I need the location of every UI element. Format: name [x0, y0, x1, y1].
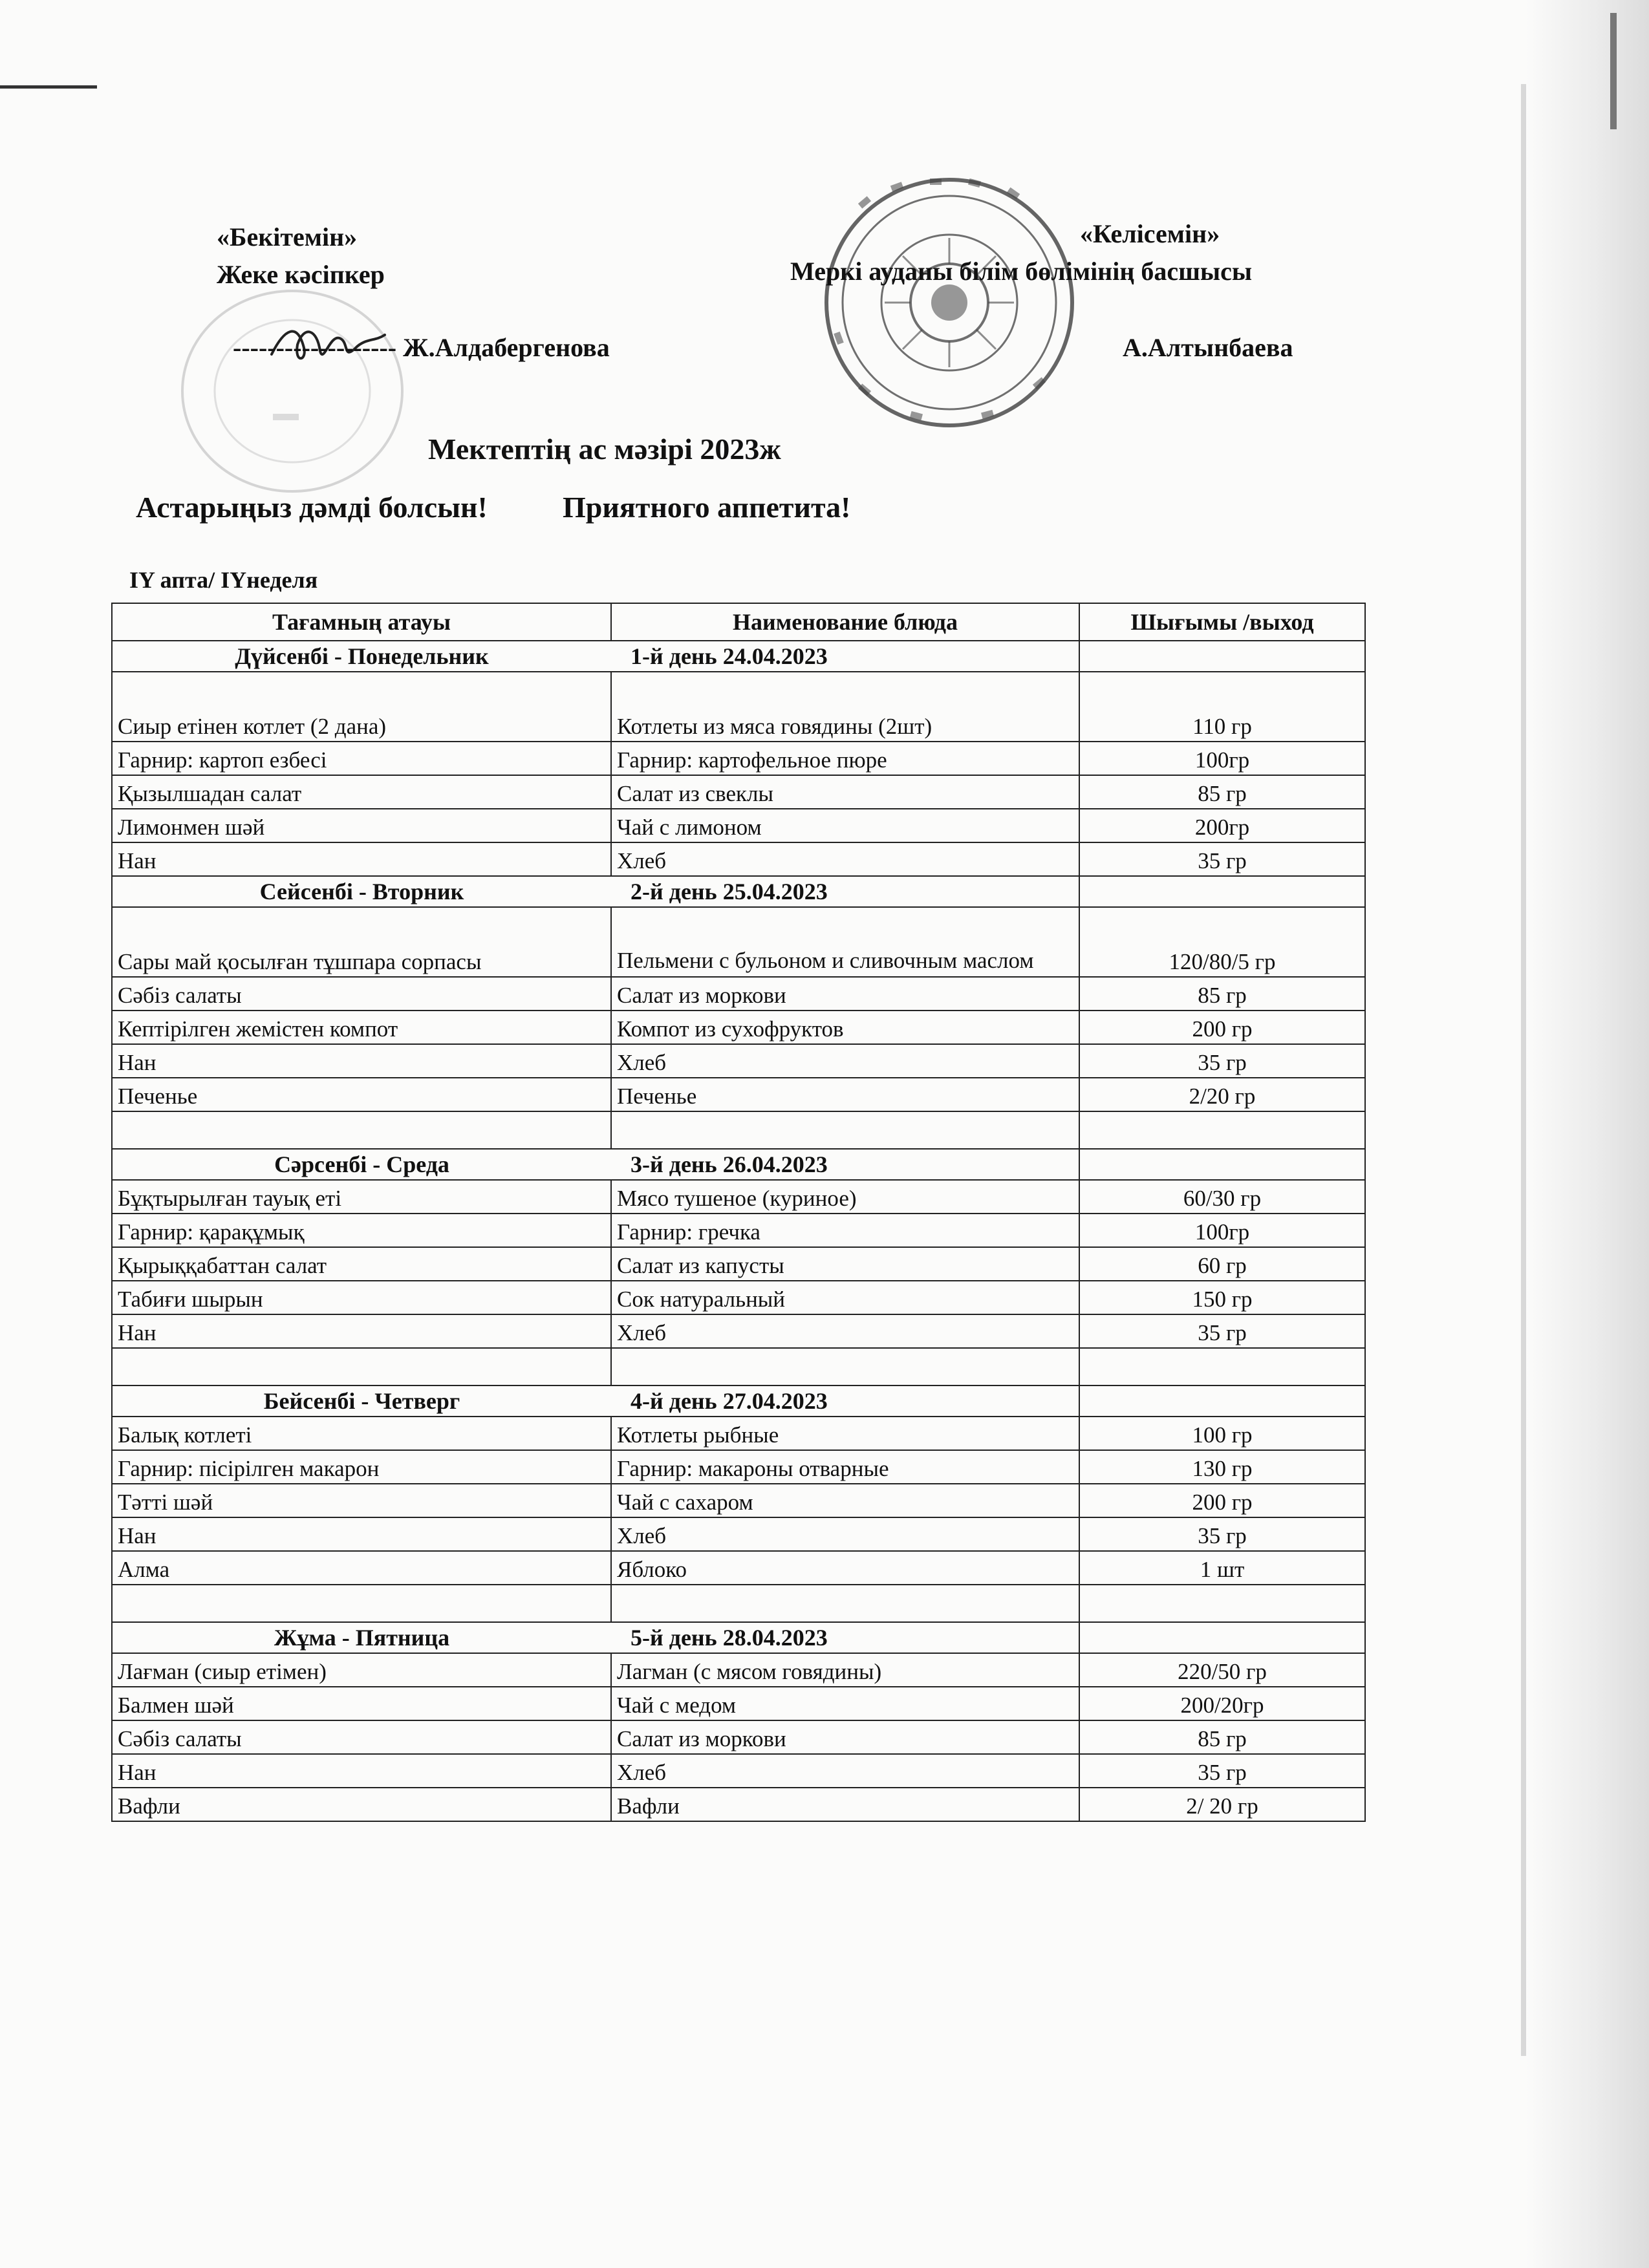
table-row	[112, 1687, 1365, 1720]
day-date: 2-й день 25.04.2023	[611, 876, 1079, 907]
dish-name-ru: Компот из сухофруктов	[611, 1011, 1079, 1044]
dish-name-ru: Салат из свеклы	[611, 775, 1079, 809]
table-row	[112, 842, 1365, 876]
dish-output: 2/ 20 гр	[1079, 1788, 1365, 1821]
agreement-role: Меркі ауданы білім бөлімінің басшысы	[790, 257, 1253, 286]
scan-edge-mark	[0, 85, 97, 89]
dish-output: 35 гр	[1079, 842, 1365, 876]
dish-name-ru: Вафли	[611, 1788, 1079, 1821]
blank-cell	[1079, 1585, 1365, 1622]
dish-name-kz: Нан	[112, 842, 611, 876]
dish-output: 100гр	[1079, 742, 1365, 775]
dish-name-ru: Хлеб	[611, 1044, 1079, 1078]
dish-name-kz: Гарнир: картоп езбесі	[112, 742, 611, 775]
approval-name: Ж.Алдабергенова	[403, 333, 610, 362]
blank-row	[112, 1111, 1365, 1149]
dish-name-ru: Котлеты рыбные	[611, 1417, 1079, 1450]
dish-name-kz: Кептірілген жемістен компот	[112, 1011, 611, 1044]
scan-edge-mark-right	[1610, 13, 1617, 129]
day-header-empty-cell	[1079, 1149, 1365, 1180]
dish-output: 130 гр	[1079, 1450, 1365, 1484]
table-row	[112, 1450, 1365, 1484]
dish-name-ru: Пельмени с бульоном и сливочным маслом	[611, 907, 1079, 977]
dish-output: 60 гр	[1079, 1247, 1365, 1281]
dish-name-kz: Бұқтырылған тауық еті	[112, 1180, 611, 1214]
dish-name-kz: Қызылшадан салат	[112, 775, 611, 809]
table-header-row	[112, 603, 1365, 641]
table-row	[112, 775, 1365, 809]
day-name: Бейсенбі - Четверг	[112, 1385, 611, 1417]
day-name: Жұма - Пятница	[112, 1622, 611, 1653]
day-date: 5-й день 28.04.2023	[611, 1622, 1079, 1653]
table-row	[112, 1788, 1365, 1821]
dish-name-kz: Нан	[112, 1314, 611, 1348]
dish-name-kz: Табиғи шырын	[112, 1281, 611, 1314]
greeting-russian: Приятного аппетита!	[563, 491, 851, 524]
dish-output: 120/80/5 гр	[1079, 907, 1365, 977]
dish-name-ru: Салат из моркови	[611, 977, 1079, 1011]
dish-name-ru: Лагман (с мясом говядины)	[611, 1653, 1079, 1687]
dish-output: 1 шт	[1079, 1551, 1365, 1585]
dish-name-kz: Нан	[112, 1517, 611, 1551]
dish-name-ru: Гарнир: макароны отварные	[611, 1450, 1079, 1484]
blank-cell	[611, 1585, 1079, 1622]
dish-output: 200гр	[1079, 809, 1365, 842]
dish-name-kz: Лағман (сиыр етімен)	[112, 1653, 611, 1687]
dish-name-ru: Салат из капусты	[611, 1247, 1079, 1281]
dish-output: 35 гр	[1079, 1044, 1365, 1078]
dish-name-kz: Нан	[112, 1754, 611, 1788]
dish-name-kz: Лимонмен шәй	[112, 809, 611, 842]
official-stamp-icon	[820, 173, 1079, 432]
agreement-title: «Келісемін»	[1080, 219, 1220, 248]
dish-output: 220/50 гр	[1079, 1653, 1365, 1687]
day-date: 3-й день 26.04.2023	[611, 1149, 1079, 1180]
scan-fold-line	[1521, 84, 1526, 2056]
table-row	[112, 1314, 1365, 1348]
dish-name-ru: Чай с медом	[611, 1687, 1079, 1720]
dish-name-ru: Мясо тушеное (куриное)	[611, 1180, 1079, 1214]
blank-cell	[611, 1348, 1079, 1385]
dish-name-kz: Сары май қосылған тұшпара сорпасы	[112, 907, 611, 977]
dish-output: 60/30 гр	[1079, 1180, 1365, 1214]
agreement-name: А.Алтынбаева	[1123, 333, 1293, 362]
day-header-row	[112, 1385, 1365, 1417]
day-name: Сейсенбі - Вторник	[112, 876, 611, 907]
table-row	[112, 742, 1365, 775]
blank-row	[112, 1348, 1365, 1385]
table-row	[112, 1078, 1365, 1111]
dish-name-kz: Печенье	[112, 1078, 611, 1111]
table-row	[112, 1214, 1365, 1247]
dish-name-ru: Яблоко	[611, 1551, 1079, 1585]
dish-name-kz: Қырыққабаттан салат	[112, 1247, 611, 1281]
blank-cell	[112, 1111, 611, 1149]
approval-role: Жеке кәсіпкер	[217, 260, 385, 289]
dish-name-ru: Печенье	[611, 1078, 1079, 1111]
table-row	[112, 1247, 1365, 1281]
dish-output: 110 гр	[1079, 672, 1365, 742]
greeting-kazakh: Астарыңыз дәмді болсын!	[136, 491, 488, 524]
table-row	[112, 809, 1365, 842]
dish-output: 200 гр	[1079, 1011, 1365, 1044]
blank-cell	[611, 1111, 1079, 1149]
header-kz: Тағамның атауы	[112, 603, 611, 641]
dish-name-ru: Гарнир: гречка	[611, 1214, 1079, 1247]
dish-output: 150 гр	[1079, 1281, 1365, 1314]
dish-name-kz: Балық котлеті	[112, 1417, 611, 1450]
table-row	[112, 1754, 1365, 1788]
approval-signature-line	[233, 332, 610, 363]
header-ru: Наименование блюда	[611, 603, 1079, 641]
dish-name-ru: Котлеты из мяса говядины (2шт)	[611, 672, 1079, 742]
blank-cell	[112, 1348, 611, 1385]
dish-name-kz: Вафли	[112, 1788, 611, 1821]
approval-title: «Бекітемін»	[217, 222, 358, 251]
dish-output: 35 гр	[1079, 1754, 1365, 1788]
dish-output: 85 гр	[1079, 1720, 1365, 1754]
day-header-row	[112, 1622, 1365, 1653]
day-header-row	[112, 1149, 1365, 1180]
table-row	[112, 1011, 1365, 1044]
dish-name-ru: Чай с лимоном	[611, 809, 1079, 842]
dish-name-kz: Балмен шәй	[112, 1687, 611, 1720]
dish-name-kz: Тәтті шәй	[112, 1484, 611, 1517]
dish-name-kz: Сәбіз салаты	[112, 977, 611, 1011]
dish-name-ru: Хлеб	[611, 842, 1079, 876]
signature-dashes: -------------------	[233, 333, 397, 362]
dish-output: 100гр	[1079, 1214, 1365, 1247]
menu-table-body	[112, 641, 1365, 1821]
table-row	[112, 1484, 1365, 1517]
table-row	[112, 1551, 1365, 1585]
table-row	[112, 1180, 1365, 1214]
dish-name-kz: Сәбіз салаты	[112, 1720, 611, 1754]
dish-name-ru: Салат из моркови	[611, 1720, 1079, 1754]
blank-cell	[112, 1585, 611, 1622]
scan-shadow-edge	[1526, 0, 1649, 2268]
day-date: 4-й день 27.04.2023	[611, 1385, 1079, 1417]
day-header-empty-cell	[1079, 876, 1365, 907]
table-row	[112, 672, 1365, 742]
dish-name-kz: Алма	[112, 1551, 611, 1585]
dish-name-ru: Хлеб	[611, 1754, 1079, 1788]
day-date: 1-й день 24.04.2023	[611, 641, 1079, 672]
header-output: Шығымы /выход	[1079, 603, 1365, 641]
dish-name-ru: Хлеб	[611, 1314, 1079, 1348]
dish-output: 2/20 гр	[1079, 1078, 1365, 1111]
day-name: Сәрсенбі - Среда	[112, 1149, 611, 1180]
week-label: IY апта/ IYнеделя	[129, 567, 318, 593]
dish-name-kz: Сиыр етінен котлет (2 дана)	[112, 672, 611, 742]
dish-name-ru: Хлеб	[611, 1517, 1079, 1551]
table-row	[112, 1417, 1365, 1450]
day-header-empty-cell	[1079, 641, 1365, 672]
menu-table	[111, 603, 1366, 1822]
table-row	[112, 1281, 1365, 1314]
dish-name-kz: Нан	[112, 1044, 611, 1078]
dish-name-kz: Гарнир: пісірілген макарон	[112, 1450, 611, 1484]
dish-output: 35 гр	[1079, 1314, 1365, 1348]
dish-output: 100 гр	[1079, 1417, 1365, 1450]
table-row	[112, 1044, 1365, 1078]
table-row	[112, 907, 1365, 977]
day-header-empty-cell	[1079, 1622, 1365, 1653]
dish-output: 85 гр	[1079, 775, 1365, 809]
approval-block	[217, 219, 385, 294]
blank-row	[112, 1585, 1365, 1622]
blank-cell	[1079, 1348, 1365, 1385]
dish-name-ru: Чай с сахаром	[611, 1484, 1079, 1517]
document-title: Мектептің ас мәзірі 2023ж	[428, 433, 781, 465]
table-row	[112, 1517, 1365, 1551]
dish-name-ru: Сок натуральный	[611, 1281, 1079, 1314]
dish-name-kz: Гарнир: қарақұмық	[112, 1214, 611, 1247]
dish-name-ru: Гарнир: картофельное пюре	[611, 742, 1079, 775]
day-name: Дүйсенбі - Понедельник	[112, 641, 611, 672]
table-row	[112, 1720, 1365, 1754]
day-header-row	[112, 876, 1365, 907]
dish-output: 85 гр	[1079, 977, 1365, 1011]
day-header-row	[112, 641, 1365, 672]
blank-cell	[1079, 1111, 1365, 1149]
table-row	[112, 1653, 1365, 1687]
day-header-empty-cell	[1079, 1385, 1365, 1417]
table-row	[112, 977, 1365, 1011]
dish-output: 35 гр	[1079, 1517, 1365, 1551]
dish-output: 200 гр	[1079, 1484, 1365, 1517]
dish-output: 200/20гр	[1079, 1687, 1365, 1720]
